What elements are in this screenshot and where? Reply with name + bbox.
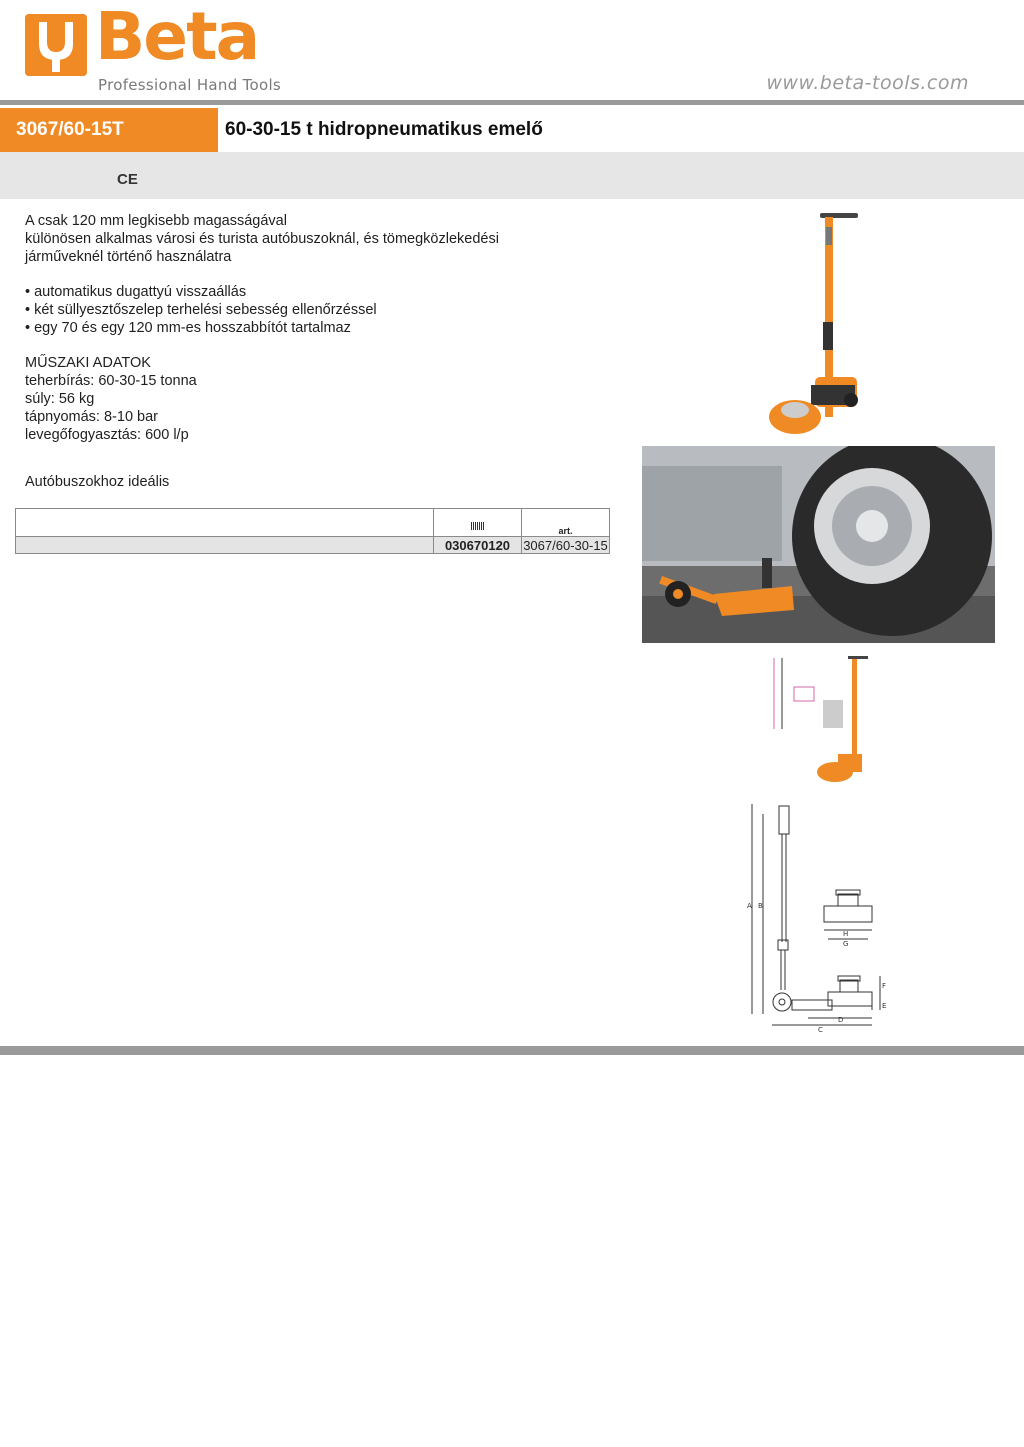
table-row: [16, 537, 610, 554]
drawing-label: F: [882, 982, 887, 990]
header-ean: [434, 509, 522, 537]
table-header-row: [16, 509, 610, 537]
intro-line: különösen alkalmas városi és turista autóbuszoknál, és tömegközlekedési: [25, 231, 499, 247]
specs-heading: MŰSZAKI ADATOK: [25, 355, 151, 371]
website-link[interactable]: www.beta-tools.com: [766, 72, 969, 94]
drawing-label: G: [843, 940, 849, 948]
ideal-use-note: Autóbuszokhoz ideális: [25, 474, 170, 490]
barcode-icon: [471, 522, 485, 530]
feature-item: • egy 70 és egy 120 mm-es hosszabbítót tartalmaz: [25, 320, 351, 336]
feature-list: [25, 283, 377, 337]
drawing-label: C: [818, 1026, 823, 1034]
drawing-label: E: [882, 1002, 887, 1010]
beta-wrench-logo-icon: [25, 14, 87, 76]
spec-item: teherbírás: 60-30-15 tonna: [25, 373, 197, 389]
cell-art: 3067/60-30-15: [523, 537, 608, 553]
beta-logo: [25, 0, 295, 98]
product-title: 60-30-15 t hidropneumatikus emelő: [225, 119, 543, 140]
ce-mark-icon: CE: [117, 171, 138, 188]
spec-item: súly: 56 kg: [25, 391, 95, 407]
bus-lifting-photo: [642, 446, 995, 643]
spec-item: tápnyomás: 8-10 bar: [25, 409, 158, 425]
brand-wordmark: Beta: [95, 0, 259, 75]
spec-item: levegőfogyasztás: 600 l/p: [25, 427, 189, 443]
header-divider: [0, 100, 1024, 105]
drawing-label: D: [838, 1016, 844, 1024]
intro-line: A csak 120 mm legkisebb magasságával: [25, 213, 287, 229]
brand-tagline: Professional Hand Tools: [98, 76, 282, 94]
intro-text: [25, 212, 499, 266]
article-table: [15, 508, 610, 554]
feature-item: • két süllyesztőszelep terhelési sebesség ellenőrzéssel: [25, 302, 377, 318]
cell-ean: 030670120: [434, 537, 522, 554]
cell-description: [16, 537, 434, 554]
jack-product-image: [765, 207, 873, 440]
intro-line: járműveknél történő használatra: [25, 249, 232, 265]
header-art: art.: [522, 509, 610, 537]
drawing-label: A: [747, 902, 752, 910]
product-code-box: [0, 108, 218, 152]
technical-data: [25, 354, 197, 444]
dimension-mini-image: [768, 654, 878, 790]
feature-item: • automatikus dugattyú visszaállás: [25, 284, 247, 300]
drawing-label: B: [758, 902, 763, 910]
footer-divider: [0, 1046, 1024, 1055]
certification-band: [0, 152, 1024, 199]
product-code: 3067/60-15T: [16, 119, 124, 140]
header-description: [16, 509, 434, 537]
technical-dimension-drawing: [742, 800, 892, 1036]
drawing-label: H: [843, 930, 849, 938]
